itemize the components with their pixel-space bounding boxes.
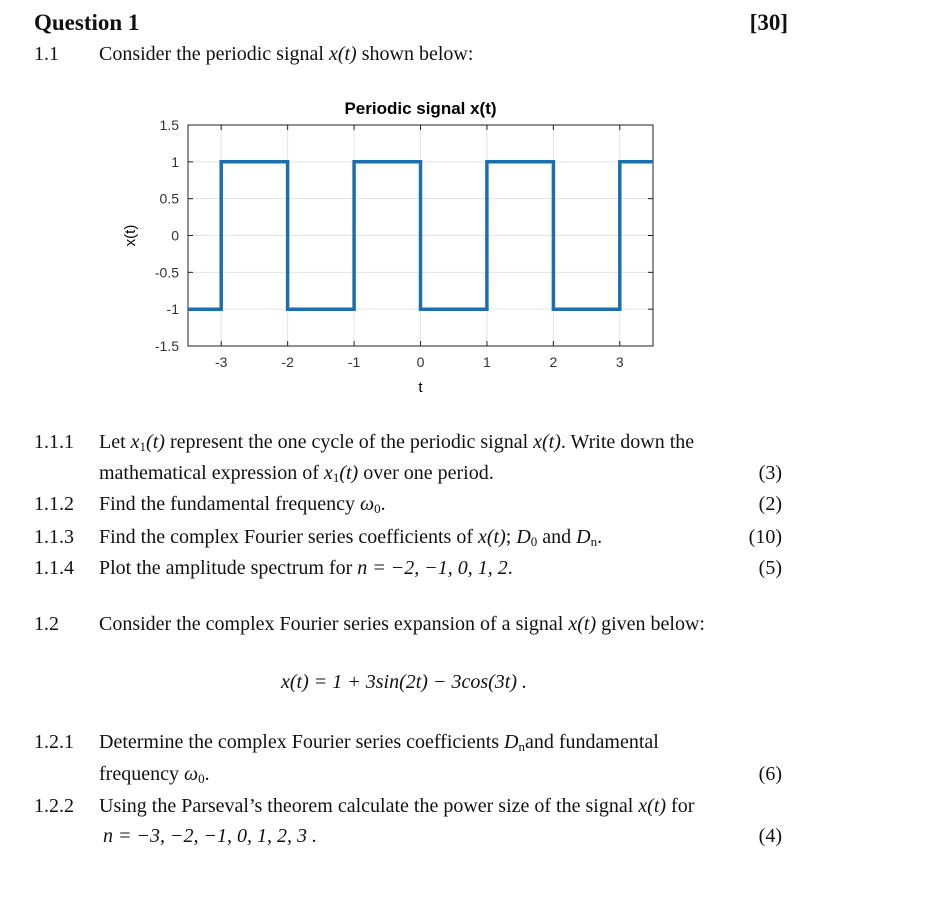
x-tick-label: 1 <box>483 354 491 370</box>
q1-1-1-line2-a: mathematical expression of <box>99 462 319 484</box>
omega0-symbol-2: $\omega_0$ <box>183 763 205 786</box>
q1-1-1-line2-b: over one period. <box>363 462 494 484</box>
q1-1-4-marks: (5) <box>758 557 782 579</box>
q1-2-equation: x(t) = 1 + 3sin(2t) − 3cos(3t) . <box>281 671 527 693</box>
y-tick-label: 1 <box>171 153 179 170</box>
x-tick-label: -1 <box>347 354 361 370</box>
d0-symbol: $D_0$ <box>516 526 538 549</box>
q1-1-intro: Consider the periodic signal <box>99 43 324 65</box>
q1-1-3-marks: (10) <box>748 526 782 548</box>
q1-1-3-text: Find the complex Fourier series coefficients of x(t); $D_0$ and $D_n$. <box>99 526 603 549</box>
x-tick-label: 2 <box>549 354 558 370</box>
x-tick-label: 3 <box>615 354 624 370</box>
q1-2-2-marks: (4) <box>758 825 782 847</box>
q1-1-intro-end: shown below: <box>361 43 474 65</box>
y-tick-label: -1 <box>166 301 179 318</box>
q1-1-text <box>99 43 473 66</box>
signal-chart <box>110 92 670 407</box>
q1-2-1-number: 1.2.1 <box>34 731 74 753</box>
q1-1-1-marks: (3) <box>758 462 782 484</box>
q1-1-1-line1 <box>99 431 694 455</box>
q1-2-1-line2: frequency $\omega_0$. <box>99 763 210 786</box>
y-axis-label: x(t) <box>122 224 139 247</box>
q1-1-3-number: 1.1.3 <box>34 526 74 548</box>
q1-1-1-text-b: represent the one cycle of the periodic signal <box>169 431 529 453</box>
y-tick-label: 0.5 <box>159 190 179 207</box>
x1-symbol: $x_1(t)$ <box>130 431 165 454</box>
signal-chart-svg <box>110 92 670 407</box>
x-tick-label: -3 <box>214 354 228 370</box>
q1-1-1-text-c: . Write down the <box>560 431 695 453</box>
x-tick-label: 0 <box>416 354 425 370</box>
q1-2-2-line1: Using the Parseval’s theorem calculate the power size of the signal x(t) for <box>99 795 695 817</box>
q1-1-4-text: Plot the amplitude spectrum for n = −2, −1, 0, 1, 2. <box>99 557 513 579</box>
total-marks: [30] <box>749 10 788 35</box>
q1-2-2-expr: n = −3, −2, −1, 0, 1, 2, 3 . <box>103 825 317 847</box>
y-tick-label: 0 <box>171 227 179 244</box>
omega0-symbol: $\omega_0$ <box>360 493 381 516</box>
q1-1-signal: x(t) <box>328 43 357 65</box>
dn-symbol-2: $D_n$ <box>504 731 525 754</box>
q1-2-2-number: 1.2.2 <box>34 795 74 817</box>
y-tick-label: 1.5 <box>159 117 179 133</box>
q1-1-2-marks: (2) <box>758 493 782 515</box>
chart-title: Periodic signal x(t) <box>344 99 497 118</box>
q1-1-1-let: Let <box>99 431 126 453</box>
y-tick-label: -1.5 <box>154 338 179 354</box>
dn-symbol: $D_n$ <box>576 526 598 549</box>
q1-2-1-marks: (6) <box>758 763 782 785</box>
q1-2-2-xt: x(t) <box>638 795 667 817</box>
q1-1-3-xt: x(t) <box>477 526 506 548</box>
x-tick-label: -2 <box>281 354 294 370</box>
y-tick-label: -0.5 <box>154 264 179 281</box>
chart-ticks <box>155 117 653 370</box>
question-title: Question 1 <box>34 10 140 35</box>
x-axis-label: t <box>418 379 423 396</box>
q1-2-1-line1: Determine the complex Fourier series coefficients $D_nand$ fundamental <box>99 731 659 754</box>
q1-1-2-number: 1.1.2 <box>34 493 74 515</box>
x1-symbol-2: $x_1(t)$ <box>323 462 359 485</box>
q1-1-1-number: 1.1.1 <box>34 431 74 453</box>
q1-2-number: 1.2 <box>34 613 59 635</box>
q1-1-2-text: Find the fundamental frequency $\omega_0$. <box>99 493 386 516</box>
q1-1-number: 1.1 <box>34 43 59 65</box>
q1-2-xt: x(t) <box>568 613 597 635</box>
q1-1-4-expr: n = −2, −1, 0, 1, 2 <box>357 557 508 579</box>
q1-1-1-xt: x(t) <box>533 431 561 453</box>
q1-1-1-line2 <box>99 462 494 486</box>
q1-2-text: Consider the complex Fourier series expansion of a signal x(t) given below: <box>99 613 705 635</box>
q1-1-4-number: 1.1.4 <box>34 557 74 579</box>
